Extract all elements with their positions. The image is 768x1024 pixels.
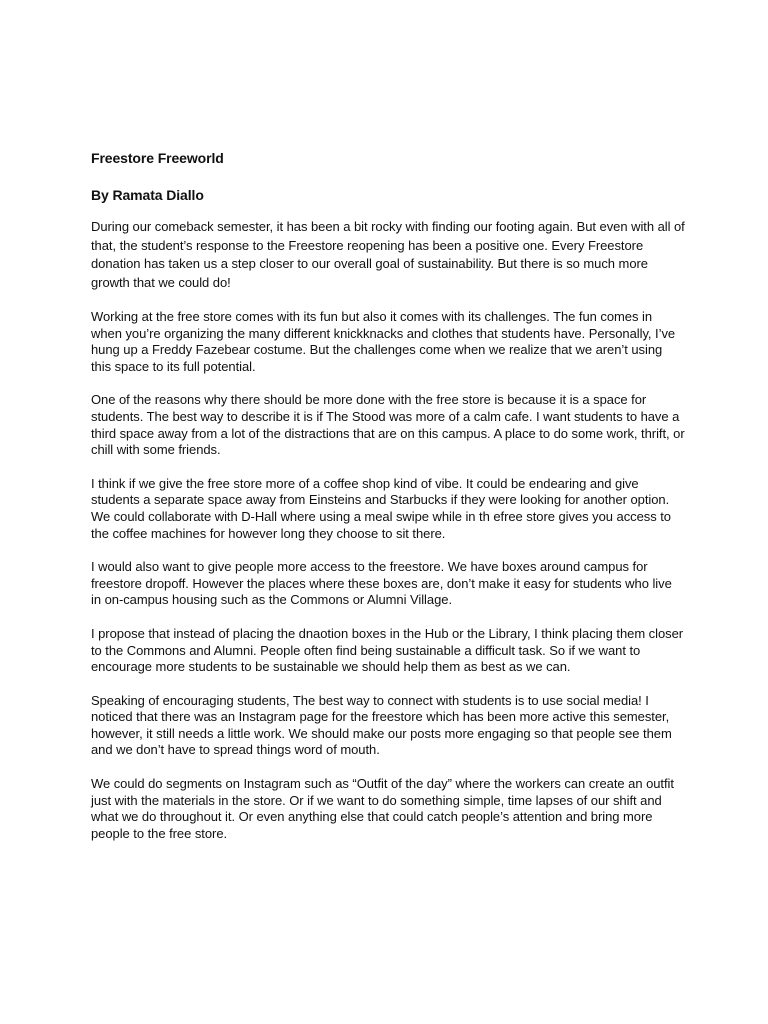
paragraph-7: Speaking of encouraging students, The best way to connect with students is to use social media! I noticed that there was an Instagram page for the freestore which has been more active this semester, however, it still needs a little work. We should make our posts more engaging so that people see them and we don’t have to spread things word of mouth. [91, 692, 672, 758]
paragraph-5: I would also want to give people more access to the freestore. We have boxes around campus for freestore dropoff. However the places where these boxes are, don’t make it easy for students who live in on-campus housing such as the Commons or Alumni Village. [91, 559, 672, 608]
document-title: Freestore Freeworld [91, 150, 224, 166]
paragraph-2: Working at the free store comes with its fun but also it comes with its challenges. The fun comes in when you’re organizing the many different knickknacks and clothes that students have. Personally, I’ve hung up a Freddy Fazebear costume. But the challenges come when we realize that we aren’t using this space to its full potential. [91, 309, 676, 374]
document-byline: By Ramata Diallo [91, 187, 204, 203]
paragraph-6: I propose that instead of placing the dnaotion boxes in the Hub or the Library, I think placing them closer to the Commons and Alumni. People often find being sustainable a difficult task. So if we want to encourage more students to be sustainable we should help them as best as we can. [91, 625, 684, 675]
paragraph-8: We could do segments on Instagram such as “Outfit of the day” where the workers can create an outfit just with the materials in the store. Or if we want to do something simple, time lapses of our shift and what we do throughout it. Or even anything else that could catch people’s attention and bring more people to the free store. [91, 776, 674, 841]
document-body [91, 149, 685, 859]
paragraph-1: During our comeback semester, it has been a bit rocky with finding our footing again. But even with all of that, the student’s response to the Freestore reopening has been a positive one. Every Freestore donation has taken us a step closer to our overall goal of sustainability. But there is so much more growth that we could do! [91, 219, 685, 290]
paragraph-3: One of the reasons why there should be more done with the free store is because it is a space for students. The best way to describe it is if The Stood was more of a calm cafe. I want students to have a third space away from a lot of the distractions that are on this campus. A place to do some work, thrift, or chill with some friends. [91, 392, 685, 458]
paragraph-4: I think if we give the free store more of a coffee shop kind of vibe. It could be endearing and give students a separate space away from Einsteins and Starbucks if they were looking for another option. We could collaborate with D-Hall where using a meal swipe while in th efree store gives you access to the coffee machines for however long they choose to sit there. [91, 475, 671, 541]
